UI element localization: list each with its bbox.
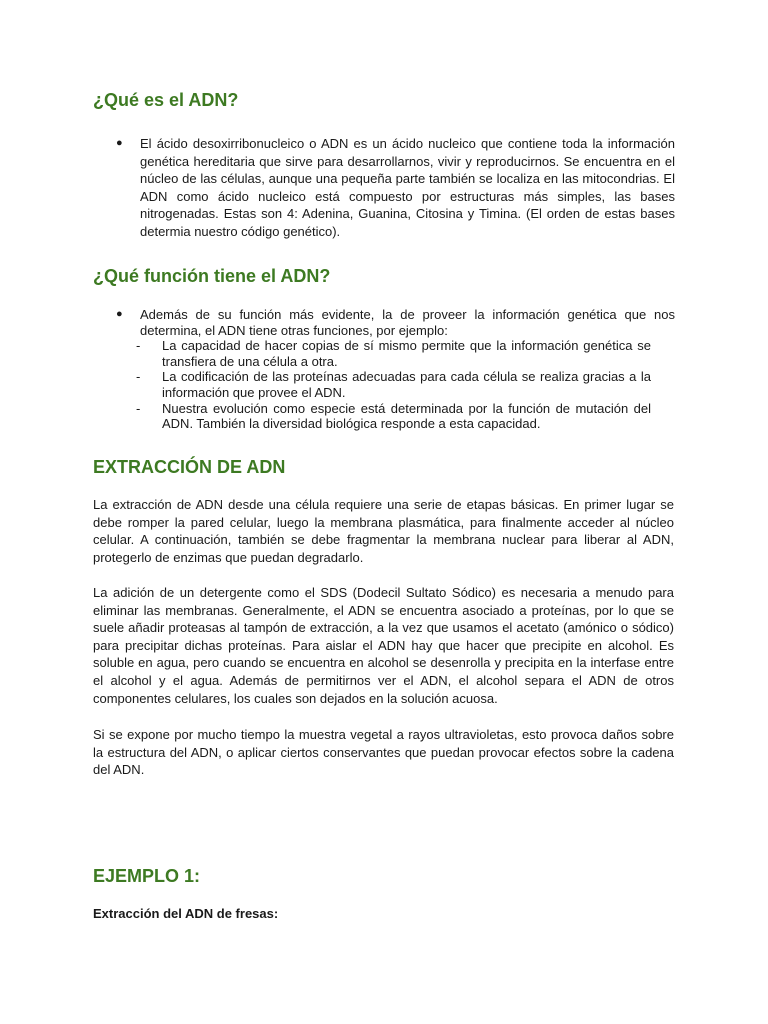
dash-item (136, 338, 651, 369)
bullet-que-es-text: El ácido desoxirribonucleico o ADN es un ácido nucleico que contiene toda la información genética hereditaria que sirve para desarrollarnos, vivir y reproducirnos. Se encuentra en el núcleo de las células, aunque una pequeña parte también se localiza en las mitocondrias. El ADN como ácido nucleico está compuesto por estructuras más simples, las bases nitrogenadas. Estas son 4: Adenina, Guanina, Citosina y Timina. (El orden de estas bases determia nuestro código genético). (140, 136, 675, 239)
dash-mark: - (136, 369, 141, 385)
dash-item (136, 400, 651, 432)
heading-extraccion-adn: EXTRACCIÓN DE ADN (93, 457, 286, 477)
paragraph-extraccion-3: Si se expone por mucho tiempo la muestra vegetal a rayos ultravioletas, esto provoca daños sobre la estructura del ADN, o aplicar ciertos conservantes que puedan provocar efectos sobre la cadena del ADN. (93, 727, 674, 778)
bullet-dot: ● (116, 308, 123, 320)
paragraph-extraccion-1: La extracción de ADN desde una célula requiere una serie de etapas básicas. En primer lugar se debe romper la pared celular, luego la membrana plasmática, para finalmente acceder al núcleo celular. A continuación, también se debe fragmentar la membrana nuclear para liberar al ADN, protegerlo de enzimas que puedan degradarlo. (93, 497, 674, 565)
bullet-que-es (116, 135, 676, 241)
bullet-funcion-text: Además de su función más evidente, la de proveer la información genética que nos determina, el ADN tiene otras funciones, por ejemplo: (140, 307, 675, 338)
bullet-dot: ● (116, 137, 123, 149)
heading-funcion-adn: ¿Qué función tiene el ADN? (93, 266, 331, 286)
bullet-funcion (116, 307, 676, 432)
heading-que-es-adn: ¿Qué es el ADN? (93, 90, 239, 110)
dash-item-text: La capacidad de hacer copias de sí mismo permite que la información genética se transfiera de una célula a otra. (162, 338, 651, 369)
dash-list-funciones (116, 338, 676, 432)
dash-item-text: La codificación de las proteínas adecuadas para cada célula se realiza gracias a la información que provee el ADN. (162, 369, 651, 400)
paragraph-extraccion-2: La adición de un detergente como el SDS (Dodecil Sultato Sódico) es necesaria a menudo para eliminar las membranas. Generalmente, el ADN se encuentra asociado a proteínas, por lo que se suele añadir proteasas al tampón de extracción, a la vez que usamos el acetato (amónico o sódico) para precipitar dichas proteínas. Para aislar el ADN hay que hacer que precipite en alcohol. Es soluble en agua, pero cuando se encuentra en alcohol se desenrolla y precipita en la interfase entre el alcohol y el agua. Además de permitirnos ver el ADN, el alcohol separa el ADN de otros componentes celulares, los cuales son dejados en la solución acuosa. (93, 585, 674, 706)
dash-mark: - (136, 400, 141, 416)
heading-ejemplo-1: EJEMPLO 1: (93, 866, 201, 886)
dash-item-text: Nuestra evolución como especie está determinada por la función de mutación del ADN. También la diversidad biológica responde a esta capacidad. (162, 400, 651, 432)
subheading-extraccion-fresas: Extracción del ADN de fresas: (93, 906, 279, 921)
dash-mark: - (136, 338, 141, 354)
dash-item (136, 369, 651, 400)
